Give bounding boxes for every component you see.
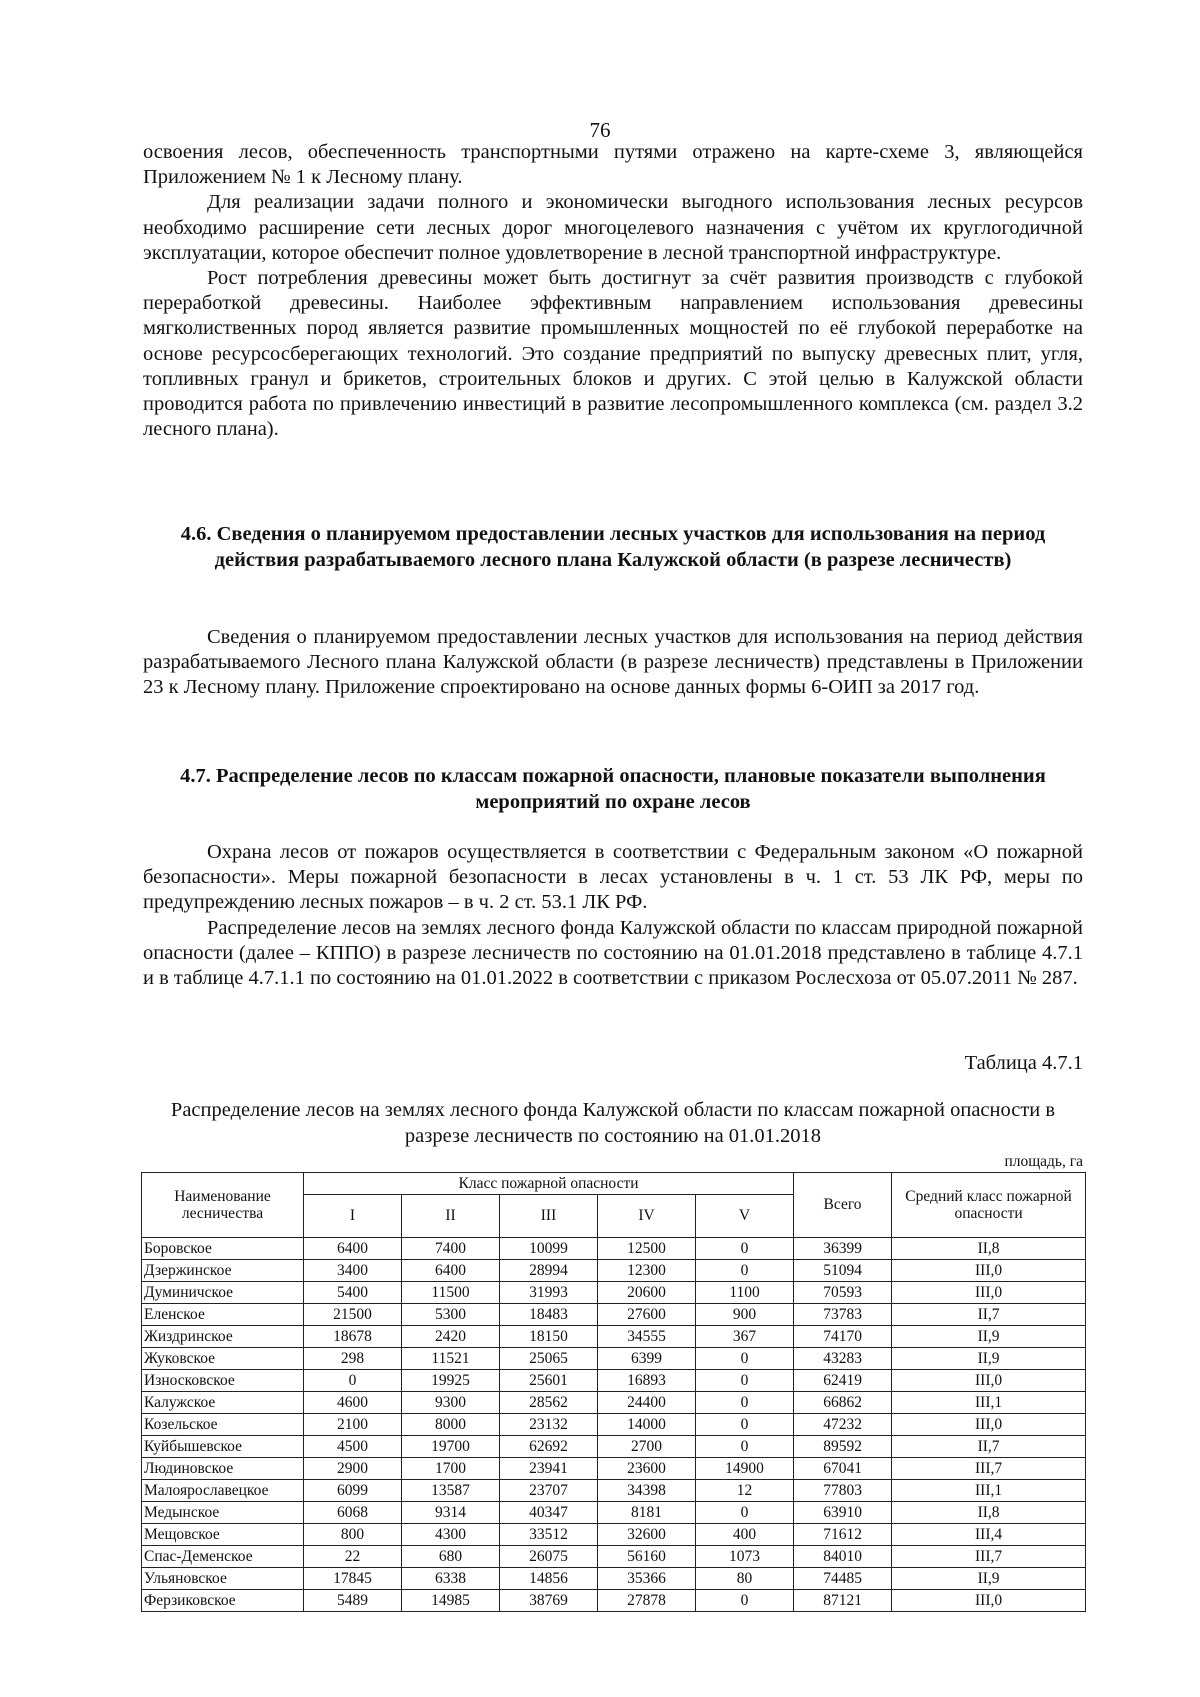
table-cell: 62692 <box>500 1436 598 1458</box>
table-cell: II,7 <box>892 1436 1086 1458</box>
table-cell: 77803 <box>794 1480 892 1502</box>
table-cell: III,0 <box>892 1260 1086 1282</box>
cell-forestry-name: Ульяновское <box>142 1568 304 1590</box>
section-4-7-paragraph-2: Распределение лесов на землях лесного фонда Калужской области по классам природной пожарной опасности (далее – КППО) в разрезе лесничеств по состоянию на 01.01.2018 представлено в таблице 4.7.1 и в таблице 4.7.1.1 по состоянию на 01.01.2022 в соответствии с приказом Рослесхоза от 05.07.2011 № 287. <box>143 916 1083 990</box>
cell-forestry-name: Мещовское <box>142 1524 304 1546</box>
cell-forestry-name: Еленское <box>142 1304 304 1326</box>
table-cell: 12500 <box>598 1238 696 1260</box>
table-cell: 7400 <box>402 1238 500 1260</box>
table-cell: III,1 <box>892 1480 1086 1502</box>
intro-paragraph-2: Для реализации задачи полного и экономически выгодного использования лесных ресурсов необходимо расширение сети лесных дорог многоцелевого назначения с учётом их круглогодичной эксплуатации, которое обеспечит полное удовлетворение в лесной транспортной инфраструктуре. <box>143 191 1083 264</box>
table-caption: Распределение лесов на землях лесного фонда Калужской области по классам пожарной опасности в разрезе лесничеств по состоянию на 01.01.2018 <box>170 1099 1056 1147</box>
table-row <box>142 1524 1086 1546</box>
table-row <box>142 1326 1086 1348</box>
table-cell: 70593 <box>794 1282 892 1304</box>
cell-forestry-name: Жуковское <box>142 1348 304 1370</box>
table-cell: 11521 <box>402 1348 500 1370</box>
table-cell: 74170 <box>794 1326 892 1348</box>
section-4-6-heading: 4.6. Сведения о планируемом предоставлении лесных участков для использования на период действия разрабатываемого лесного плана Калужской области (в разрезе лесничеств) <box>180 523 1046 571</box>
table-cell: 47232 <box>794 1414 892 1436</box>
table-cell: 89592 <box>794 1436 892 1458</box>
table-row <box>142 1260 1086 1282</box>
table-cell: 0 <box>696 1370 794 1392</box>
table-cell: 0 <box>696 1392 794 1414</box>
table-cell: 0 <box>696 1238 794 1260</box>
cell-forestry-name: Козельское <box>142 1414 304 1436</box>
header-name: Наименование лесничества <box>142 1173 304 1238</box>
table-cell: 14856 <box>500 1568 598 1590</box>
table-cell: 4300 <box>402 1524 500 1546</box>
cell-forestry-name: Куйбышевское <box>142 1436 304 1458</box>
table-cell: 14900 <box>696 1458 794 1480</box>
table-cell: III,0 <box>892 1370 1086 1392</box>
table-cell: 12300 <box>598 1260 696 1282</box>
table-cell: 38769 <box>500 1590 598 1612</box>
table-row <box>142 1480 1086 1502</box>
table-cell: 87121 <box>794 1590 892 1612</box>
fire-class-table <box>141 1172 1086 1612</box>
table-cell: 73783 <box>794 1304 892 1326</box>
table-cell: 2900 <box>304 1458 402 1480</box>
table-cell: 28562 <box>500 1392 598 1414</box>
header-class-iv: IV <box>598 1195 696 1238</box>
table-row <box>142 1590 1086 1612</box>
table-cell: 400 <box>696 1524 794 1546</box>
table-cell: 25601 <box>500 1370 598 1392</box>
cell-forestry-name: Медынское <box>142 1502 304 1524</box>
table-cell: 43283 <box>794 1348 892 1370</box>
table-cell: III,0 <box>892 1414 1086 1436</box>
header-class-iii: III <box>500 1195 598 1238</box>
table-cell: 24400 <box>598 1392 696 1414</box>
table-cell: 10099 <box>500 1238 598 1260</box>
table-row <box>142 1304 1086 1326</box>
table-cell: 80 <box>696 1568 794 1590</box>
table-cell: II,9 <box>892 1348 1086 1370</box>
table-row <box>142 1502 1086 1524</box>
table-cell: 0 <box>696 1436 794 1458</box>
header-class-v: V <box>696 1195 794 1238</box>
table-cell: 18483 <box>500 1304 598 1326</box>
table-cell: 3400 <box>304 1260 402 1282</box>
table-cell: 6099 <box>304 1480 402 1502</box>
table-cell: 14000 <box>598 1414 696 1436</box>
table-cell: 33512 <box>500 1524 598 1546</box>
header-class-ii: II <box>402 1195 500 1238</box>
table-cell: 4600 <box>304 1392 402 1414</box>
table-row <box>142 1546 1086 1568</box>
table-cell: 26075 <box>500 1546 598 1568</box>
header-avg: Средний класс пожарной опасности <box>892 1173 1086 1238</box>
table-cell: 8181 <box>598 1502 696 1524</box>
table-cell: 6068 <box>304 1502 402 1524</box>
table-row <box>142 1348 1086 1370</box>
table-cell: 367 <box>696 1326 794 1348</box>
table-cell: 84010 <box>794 1546 892 1568</box>
table-cell: III,7 <box>892 1458 1086 1480</box>
table-row <box>142 1436 1086 1458</box>
table-cell: 17845 <box>304 1568 402 1590</box>
table-cell: 27878 <box>598 1590 696 1612</box>
table-cell: 23600 <box>598 1458 696 1480</box>
table-cell: 35366 <box>598 1568 696 1590</box>
table-cell: 6338 <box>402 1568 500 1590</box>
table-cell: 18150 <box>500 1326 598 1348</box>
table-cell: 2700 <box>598 1436 696 1458</box>
table-cell: 12 <box>696 1480 794 1502</box>
table-cell: 51094 <box>794 1260 892 1282</box>
table-cell: 63910 <box>794 1502 892 1524</box>
table-cell: 6399 <box>598 1348 696 1370</box>
header-class-group: Класс пожарной опасности <box>304 1173 794 1195</box>
table-row <box>142 1568 1086 1590</box>
table-cell: 0 <box>696 1590 794 1612</box>
table-row <box>142 1238 1086 1260</box>
intro-text <box>143 140 1083 442</box>
table-cell: 32600 <box>598 1524 696 1546</box>
intro-paragraph-1: освоения лесов, обеспеченность транспортными путями отражено на карте-схеме 3, являющейся Приложением № 1 к Лесному плану. <box>143 141 1083 189</box>
header-class-i: I <box>304 1195 402 1238</box>
table-row <box>142 1392 1086 1414</box>
section-4-6-paragraph: Сведения о планируемом предоставлении лесных участков для использования на период действия разрабатываемого Лесного плана Калужской области (в разрезе лесничеств) представлены в Приложении 23 к Лесному плану. Приложение спроектировано на основе данных формы 6-ОИП за 2017 год. <box>143 626 1083 699</box>
table-cell: 1100 <box>696 1282 794 1304</box>
table-cell: 34398 <box>598 1480 696 1502</box>
page-number: 76 <box>589 118 611 142</box>
cell-forestry-name: Ферзиковское <box>142 1590 304 1612</box>
table-cell: 74485 <box>794 1568 892 1590</box>
table-cell: 4500 <box>304 1436 402 1458</box>
table-cell: 0 <box>696 1502 794 1524</box>
table-row <box>142 1282 1086 1304</box>
cell-forestry-name: Жиздринское <box>142 1326 304 1348</box>
table-label: Таблица 4.7.1 <box>964 1052 1083 1074</box>
table-row <box>142 1458 1086 1480</box>
table-cell: 11500 <box>402 1282 500 1304</box>
table-cell: 0 <box>304 1370 402 1392</box>
cell-forestry-name: Думиничское <box>142 1282 304 1304</box>
table-cell: 36399 <box>794 1238 892 1260</box>
table-cell: 27600 <box>598 1304 696 1326</box>
table-cell: 9300 <box>402 1392 500 1414</box>
table-cell: 71612 <box>794 1524 892 1546</box>
table-row <box>142 1370 1086 1392</box>
table-body <box>142 1238 1086 1612</box>
table-cell: 34555 <box>598 1326 696 1348</box>
table-cell: III,0 <box>892 1282 1086 1304</box>
section-4-6-text <box>143 625 1083 701</box>
table-cell: 6400 <box>304 1238 402 1260</box>
table-cell: 8000 <box>402 1414 500 1436</box>
table-cell: II,8 <box>892 1238 1086 1260</box>
table-cell: 5400 <box>304 1282 402 1304</box>
section-4-7-heading: 4.7. Распределение лесов по классам пожарной опасности, плановые показатели выполнения мероприятий по охране лесов <box>180 765 1046 813</box>
section-4-7-text <box>143 840 1083 991</box>
table-cell: 23707 <box>500 1480 598 1502</box>
cell-forestry-name: Спас-Деменское <box>142 1546 304 1568</box>
table-cell: 23132 <box>500 1414 598 1436</box>
table-cell: 13587 <box>402 1480 500 1502</box>
table-cell: 28994 <box>500 1260 598 1282</box>
table-cell: 20600 <box>598 1282 696 1304</box>
intro-paragraph-3: Рост потребления древесины может быть достигнут за счёт развития производств с глубокой переработкой древесины. Наиболее эффективным направлением использования древесины мягколиственных пород является развитие промышленных мощностей по её глубокой переработке на основе ресурсосберегающих технологий. Это создание предприятий по выпуску древесных плит, угля, топливных гранул и брикетов, строительных блоков и других. С этой целью в Калужской области проводится работа по привлечению инвестиций в развитие лесопромышленного комплекса (см. раздел 3.2 лесного плана). <box>143 267 1083 441</box>
table-cell: III,0 <box>892 1590 1086 1612</box>
table-cell: 31993 <box>500 1282 598 1304</box>
table-cell: 0 <box>696 1260 794 1282</box>
table-cell: 1073 <box>696 1546 794 1568</box>
table-cell: 2100 <box>304 1414 402 1436</box>
table-cell: 62419 <box>794 1370 892 1392</box>
table-row <box>142 1414 1086 1436</box>
table-cell: 6400 <box>402 1260 500 1282</box>
table-cell: 1700 <box>402 1458 500 1480</box>
table-cell: 67041 <box>794 1458 892 1480</box>
cell-forestry-name: Малоярославецкое <box>142 1480 304 1502</box>
table-cell: 19925 <box>402 1370 500 1392</box>
section-4-7-paragraph-1: Охрана лесов от пожаров осуществляется в соответствии с Федеральным законом «О пожарной безопасности». Меры пожарной безопасности в лесах установлены в ч. 1 ст. 53 ЛК РФ, меры по предупреждению лесных пожаров – в ч. 2 ст. 53.1 ЛК РФ. <box>143 841 1083 914</box>
table-cell: 14985 <box>402 1590 500 1612</box>
table-cell: 18678 <box>304 1326 402 1348</box>
table-cell: 21500 <box>304 1304 402 1326</box>
table-cell: II,9 <box>892 1568 1086 1590</box>
table-cell: II,7 <box>892 1304 1086 1326</box>
table-cell: 5489 <box>304 1590 402 1612</box>
cell-forestry-name: Людиновское <box>142 1458 304 1480</box>
table-cell: 23941 <box>500 1458 598 1480</box>
table-cell: II,9 <box>892 1326 1086 1348</box>
table-cell: 5300 <box>402 1304 500 1326</box>
table-cell: 19700 <box>402 1436 500 1458</box>
table-cell: 56160 <box>598 1546 696 1568</box>
table-cell: 680 <box>402 1546 500 1568</box>
cell-forestry-name: Калужское <box>142 1392 304 1414</box>
table-cell: 40347 <box>500 1502 598 1524</box>
table-cell: 25065 <box>500 1348 598 1370</box>
table-units: площадь, га <box>1004 1153 1083 1170</box>
cell-forestry-name: Боровское <box>142 1238 304 1260</box>
table-cell: 0 <box>696 1414 794 1436</box>
table-cell: III,4 <box>892 1524 1086 1546</box>
table-cell: 0 <box>696 1348 794 1370</box>
table-cell: 16893 <box>598 1370 696 1392</box>
table-cell: 2420 <box>402 1326 500 1348</box>
table-cell: 66862 <box>794 1392 892 1414</box>
table-cell: 900 <box>696 1304 794 1326</box>
cell-forestry-name: Износковское <box>142 1370 304 1392</box>
table-cell: II,8 <box>892 1502 1086 1524</box>
header-total: Всего <box>794 1173 892 1238</box>
table-cell: III,1 <box>892 1392 1086 1414</box>
table-cell: III,7 <box>892 1546 1086 1568</box>
table-cell: 800 <box>304 1524 402 1546</box>
table-cell: 9314 <box>402 1502 500 1524</box>
table-cell: 298 <box>304 1348 402 1370</box>
cell-forestry-name: Дзержинское <box>142 1260 304 1282</box>
table-cell: 22 <box>304 1546 402 1568</box>
